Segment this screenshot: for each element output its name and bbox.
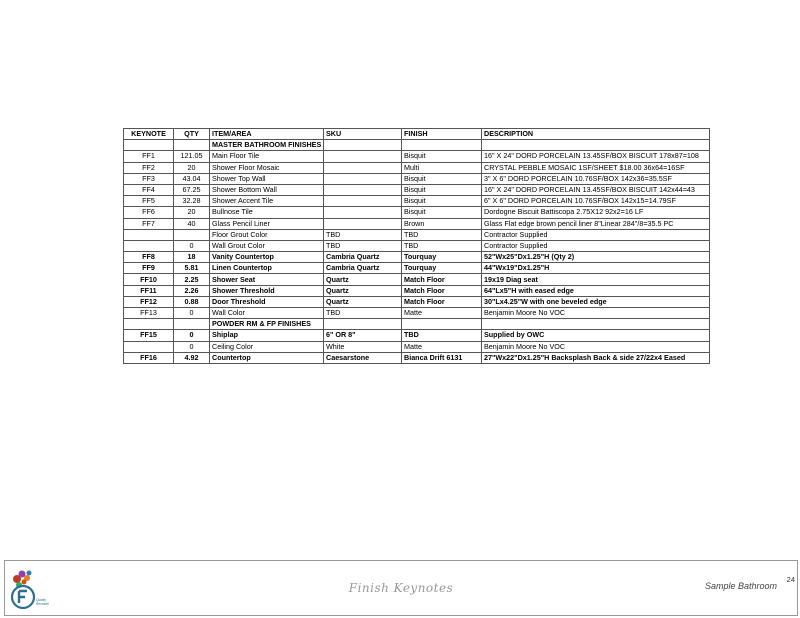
cell-description: CRYSTAL PEBBLE MOSAIC 1SF/SHEET $18.00 36x64=16SF	[482, 162, 710, 173]
cell-item-area: Shower Floor Mosaic	[210, 162, 324, 173]
cell-sku: Caesarstone	[324, 352, 402, 363]
cell-item-area: Main Floor Tile	[210, 151, 324, 162]
cell-keynote: FF5	[124, 196, 174, 207]
cell-sku	[324, 140, 402, 151]
section-header-row	[124, 319, 710, 330]
cell-qty: 67.25	[174, 184, 210, 195]
cell-keynote: FF12	[124, 296, 174, 307]
cell-keynote: FF6	[124, 207, 174, 218]
table-row	[124, 196, 710, 207]
cell-finish: Bisquit	[402, 184, 482, 195]
cell-sku: Cambria Quartz	[324, 263, 402, 274]
cell-description: 44"Wx19"Dx1.25"H	[482, 263, 710, 274]
cell-keynote: FF9	[124, 263, 174, 274]
cell-sku	[324, 207, 402, 218]
cell-qty: 32.28	[174, 196, 210, 207]
header-sku: SKU	[324, 129, 402, 140]
table-row	[124, 229, 710, 240]
cell-description: 27"Wx22"Dx1.25"H Backsplash Back & side 27/22x4 Eased	[482, 352, 710, 363]
section-header-row	[124, 140, 710, 151]
cell-sku	[324, 173, 402, 184]
cell-keynote	[124, 229, 174, 240]
table-row	[124, 162, 710, 173]
cell-keynote: FF16	[124, 352, 174, 363]
cell-keynote	[124, 240, 174, 251]
cell-sku: TBD	[324, 229, 402, 240]
cell-sku	[324, 162, 402, 173]
cell-sku	[324, 218, 402, 229]
header-description: DESCRIPTION	[482, 129, 710, 140]
cell-keynote: FF1	[124, 151, 174, 162]
cell-item-area: Shiplap	[210, 330, 324, 341]
cell-finish: Matte	[402, 308, 482, 319]
cell-qty: 0	[174, 341, 210, 352]
cell-finish	[402, 140, 482, 151]
cell-qty	[174, 229, 210, 240]
cell-description: 16" X 24" DORD PORCELAIN 13.45SF/BOX BISCUIT 142x44=43	[482, 184, 710, 195]
cell-qty: 0	[174, 308, 210, 319]
cell-finish: Bisquit	[402, 207, 482, 218]
cell-item-area: Linen Countertop	[210, 263, 324, 274]
cell-keynote: FF3	[124, 173, 174, 184]
cell-description: Contractor Supplied	[482, 229, 710, 240]
cell-keynote: FF8	[124, 252, 174, 263]
cell-keynote: FF7	[124, 218, 174, 229]
table-row	[124, 296, 710, 307]
page-number: 24	[786, 575, 795, 584]
cell-item-area: Shower Bottom Wall	[210, 184, 324, 195]
footer-project-name: Sample Bathroom	[704, 581, 777, 591]
table-row	[124, 352, 710, 363]
cell-finish: Brown	[402, 218, 482, 229]
cell-sku: Quartz	[324, 296, 402, 307]
cell-description: Supplied by OWC	[482, 330, 710, 341]
cell-item-area: Bullnose Tile	[210, 207, 324, 218]
header-item-area: ITEM/AREA	[210, 129, 324, 140]
cell-qty	[174, 140, 210, 151]
cell-sku: Quartz	[324, 274, 402, 285]
cell-keynote	[124, 341, 174, 352]
cell-sku: TBD	[324, 308, 402, 319]
cell-item-area: POWDER RM & FP FINISHES	[210, 319, 324, 330]
cell-sku	[324, 319, 402, 330]
cell-qty: 5.81	[174, 263, 210, 274]
table-row	[124, 263, 710, 274]
cell-keynote: FF15	[124, 330, 174, 341]
cell-keynote: FF13	[124, 308, 174, 319]
cell-finish: TBD	[402, 240, 482, 251]
cell-description: 3" X 6" DORD PORCELAIN 10.76SF/BOX 142x36=35.5SF	[482, 173, 710, 184]
cell-finish: Matte	[402, 341, 482, 352]
cell-sku: Cambria Quartz	[324, 252, 402, 263]
cell-description: Contractor Supplied	[482, 240, 710, 251]
cell-finish: Multi	[402, 162, 482, 173]
cell-qty: 18	[174, 252, 210, 263]
cell-keynote: FF11	[124, 285, 174, 296]
cell-item-area: Countertop	[210, 352, 324, 363]
cell-qty: 121.05	[174, 151, 210, 162]
cell-item-area: Vanity Countertop	[210, 252, 324, 263]
cell-sku	[324, 184, 402, 195]
cell-finish: Match Floor	[402, 274, 482, 285]
cell-description: 64"Lx5"H with eased edge	[482, 285, 710, 296]
header-keynote: KEYNOTE	[124, 129, 174, 140]
table-row	[124, 173, 710, 184]
cell-qty	[174, 319, 210, 330]
cell-finish: Bisquit	[402, 173, 482, 184]
table-row	[124, 218, 710, 229]
cell-sku: White	[324, 341, 402, 352]
cell-item-area: Wall Color	[210, 308, 324, 319]
cell-description: Dordogne Biscuit Battiscopa 2.75X12 92x2=16 LF	[482, 207, 710, 218]
cell-qty: 0	[174, 330, 210, 341]
cell-finish: TBD	[402, 229, 482, 240]
table-row	[124, 240, 710, 251]
cell-description: 30"Lx4.25"W with one beveled edge	[482, 296, 710, 307]
cell-sku	[324, 196, 402, 207]
cell-finish: Bisquit	[402, 151, 482, 162]
cell-qty: 0.88	[174, 296, 210, 307]
cell-qty: 40	[174, 218, 210, 229]
cell-item-area: Shower Top Wall	[210, 173, 324, 184]
cell-keynote	[124, 140, 174, 151]
footer-title: Finish Keynotes	[348, 581, 454, 595]
table-row	[124, 285, 710, 296]
cell-finish: Bisquit	[402, 196, 482, 207]
cell-description	[482, 319, 710, 330]
header-finish: FINISH	[402, 129, 482, 140]
cell-qty: 2.26	[174, 285, 210, 296]
table-row	[124, 184, 710, 195]
finish-keynotes-table	[123, 128, 710, 364]
cell-qty: 20	[174, 162, 210, 173]
header-qty: QTY	[174, 129, 210, 140]
finish-keynotes-table-wrap	[123, 128, 709, 364]
svg-text:Remodel: Remodel	[36, 602, 49, 606]
cell-item-area: Shower Seat	[210, 274, 324, 285]
table-row	[124, 151, 710, 162]
cell-description: 16" X 24" DORD PORCELAIN 13.45SF/BOX BISCUIT 178x87=108	[482, 151, 710, 162]
cell-keynote	[124, 319, 174, 330]
table-row	[124, 308, 710, 319]
cell-keynote: FF4	[124, 184, 174, 195]
cell-keynote: FF10	[124, 274, 174, 285]
cell-sku: Quartz	[324, 285, 402, 296]
cell-description: Glass Flat edge brown pencil liner 8"Linear 284"/8=35.5 PC	[482, 218, 710, 229]
table-header-row	[124, 129, 710, 140]
page-footer	[4, 560, 798, 616]
cell-finish: Match Floor	[402, 285, 482, 296]
cell-item-area: Wall Grout Color	[210, 240, 324, 251]
table-row	[124, 274, 710, 285]
cell-description: 52"Wx25"Dx1.25"H (Qty 2)	[482, 252, 710, 263]
cell-description: 19x19 Diag seat	[482, 274, 710, 285]
cell-description: 6" X 6" DORD PORCELAIN 10.76SF/BOX 142x15=14.79SF	[482, 196, 710, 207]
cell-finish: Tourquay	[402, 252, 482, 263]
cell-item-area: Shower Threshold	[210, 285, 324, 296]
table-row	[124, 252, 710, 263]
cell-sku: 6" OR 8"	[324, 330, 402, 341]
cell-finish: TBD	[402, 330, 482, 341]
cell-item-area: MASTER BATHROOM FINISHES	[210, 140, 324, 151]
cell-qty: 43.04	[174, 173, 210, 184]
cell-qty: 4.92	[174, 352, 210, 363]
cell-sku	[324, 151, 402, 162]
svg-text:Quality: Quality	[36, 598, 46, 602]
cell-item-area: Ceiling Color	[210, 341, 324, 352]
cell-finish: Tourquay	[402, 263, 482, 274]
table-body	[124, 140, 710, 364]
cell-description	[482, 140, 710, 151]
cell-item-area: Glass Pencil Liner	[210, 218, 324, 229]
table-row	[124, 207, 710, 218]
cell-description: Benjamin Moore No VOC	[482, 341, 710, 352]
cell-finish: Match Floor	[402, 296, 482, 307]
cell-finish: Bianca Drift 6131	[402, 352, 482, 363]
cell-finish	[402, 319, 482, 330]
cell-description: Benjamin Moore No VOC	[482, 308, 710, 319]
cell-qty: 2.25	[174, 274, 210, 285]
cell-item-area: Floor Grout Color	[210, 229, 324, 240]
table-row	[124, 341, 710, 352]
cell-qty: 20	[174, 207, 210, 218]
cell-qty: 0	[174, 240, 210, 251]
cell-sku: TBD	[324, 240, 402, 251]
cell-item-area: Shower Accent Tile	[210, 196, 324, 207]
table-row	[124, 330, 710, 341]
cell-keynote: FF2	[124, 162, 174, 173]
cell-item-area: Door Threshold	[210, 296, 324, 307]
